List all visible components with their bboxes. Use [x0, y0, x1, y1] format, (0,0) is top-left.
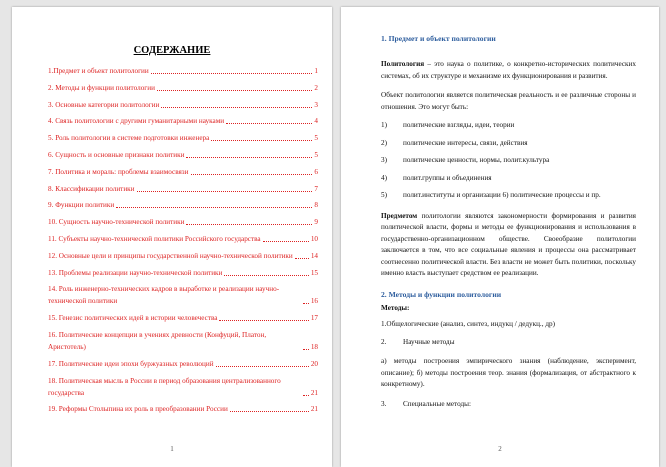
list-text: политические взгляды, идеи, теории — [403, 121, 515, 129]
list-text: полит.группы и объединения — [403, 173, 492, 182]
toc-leader — [303, 303, 309, 304]
toc-entry-text: 10. Сущность научно-технической политики — [48, 218, 185, 227]
toc-entry[interactable] — [48, 267, 318, 279]
paragraph — [381, 59, 636, 82]
toc-page-number: 15 — [310, 268, 318, 277]
toc-entry[interactable] — [48, 115, 318, 127]
toc-entry-text: 7. Политика и мораль: проблемы взаимосвязи — [48, 167, 189, 176]
toc-entry-text: 18. Политическая мысль в России в период образования централизованного государства — [48, 376, 281, 397]
toc-leader — [226, 123, 312, 124]
toc-leader — [211, 140, 312, 141]
toc-entry[interactable] — [48, 166, 318, 178]
toc-title: СОДЕРЖАНИЕ — [133, 45, 211, 56]
toc-entry-text: 17. Политические идеи эпохи буржуазных революций — [48, 359, 214, 368]
toc-entry[interactable] — [48, 199, 318, 211]
bold-term: Предметом — [381, 211, 418, 220]
toc-entry[interactable] — [48, 132, 318, 144]
toc-entry-text: 19. Реформы Столыпина их роль в преобразовании России — [48, 405, 228, 414]
toc-leader — [157, 90, 312, 91]
toc-entry[interactable] — [48, 82, 318, 94]
toc-entry[interactable] — [48, 65, 318, 77]
toc-entry[interactable] — [48, 99, 318, 111]
toc-entry-text: 8. Классификации политики — [48, 184, 135, 193]
section-heading: 1. Предмет и объект политологии — [381, 34, 496, 43]
toc-leader — [216, 366, 309, 367]
toc-entry-text: 15. Генезис политических идей в истории человечества — [48, 314, 218, 323]
list-text: политические интересы, связи, действия — [403, 138, 528, 147]
toc-entry[interactable] — [48, 250, 318, 262]
methods-label: Методы: — [381, 303, 410, 312]
toc-entry-text: 14. Роль инженерно-технических кадров в выработке и реализации научно-технической политики — [48, 285, 280, 306]
toc-leader — [295, 258, 309, 259]
methods-item — [381, 337, 636, 349]
toc-entry-text: 12. Основные цели и принципы государственной научно-технической политики — [48, 251, 293, 260]
list-item — [381, 155, 636, 167]
paragraph: Объект политологии является политическая реальность и ее различные стороны и отношения. Это могут быть: — [381, 91, 636, 111]
toc-page-number: 2 — [314, 83, 318, 92]
list-text: Специальные методы: — [403, 399, 471, 408]
methods-item — [381, 399, 636, 411]
list-item — [381, 138, 636, 150]
list-item — [381, 120, 636, 132]
methods-item: 1.Общелогические (анализ, синтез, индукц / дедукц., др) — [381, 319, 555, 328]
toc-entry-text: 1.Предмет и объект политологии — [48, 67, 149, 75]
toc-leader — [151, 73, 313, 74]
toc-leader — [186, 157, 312, 158]
list-text: Научные методы — [403, 337, 455, 346]
toc-page-number: 9 — [314, 218, 318, 227]
toc-page-number: 6 — [314, 167, 318, 176]
toc-leader — [230, 411, 309, 412]
toc-page-number: 10 — [310, 234, 318, 243]
paragraph — [381, 211, 636, 280]
page-number: 2 — [498, 445, 502, 453]
toc-page-number: 18 — [310, 342, 318, 351]
page-body — [381, 34, 636, 410]
list-text: политические ценности, нормы, полит.культура — [403, 156, 550, 164]
section-heading: 2. Методы и функции политологии — [381, 289, 502, 299]
toc-entry[interactable] — [48, 358, 318, 370]
list-number: 3. — [381, 399, 387, 408]
list-item — [381, 173, 636, 185]
paragraph: а) методы построения эмпирического знания (наблюдение, эксперимент, описание); б) методы построения теор. знания (формализация, от абстрактного к конкретному). — [381, 357, 636, 388]
list-number: 5) — [381, 191, 387, 199]
toc-entry-text: 5. Роль политологии в системе подготовки инженера — [48, 134, 210, 143]
document-page-1 — [12, 7, 332, 467]
toc-page-number: 20 — [310, 359, 318, 368]
toc-entry[interactable] — [48, 329, 318, 353]
toc-entry-text: 13. Проблемы реализации научно-технической политики — [48, 268, 223, 277]
toc-leader — [191, 174, 313, 175]
list-number: 3) — [381, 156, 387, 164]
toc-entry-text: 9. Функции политики — [48, 201, 115, 210]
toc-page-number: 21 — [310, 388, 318, 397]
toc-page-number: 5 — [314, 134, 318, 143]
toc-page-number: 17 — [310, 314, 318, 323]
toc-page-number: 8 — [314, 201, 318, 210]
toc-page-number: 16 — [310, 297, 318, 306]
toc-page-number: 1 — [314, 67, 318, 75]
toc-entry[interactable] — [48, 403, 318, 415]
toc-entry-text: 11. Субъекты научно-технической политики Российского государства — [48, 234, 261, 243]
toc-leader — [219, 320, 308, 321]
toc-entry[interactable] — [48, 216, 318, 228]
table-of-contents — [48, 65, 318, 420]
toc-entry-text: 6. Сущность и основные признаки политики — [48, 150, 185, 159]
toc-page-number: 21 — [310, 405, 318, 414]
toc-entry-text: 2. Методы и функции политологии — [48, 83, 155, 92]
toc-entry[interactable] — [48, 283, 318, 307]
toc-page-number: 4 — [314, 117, 318, 126]
list-number: 2) — [381, 138, 387, 147]
toc-leader — [186, 224, 312, 225]
toc-entry[interactable] — [48, 233, 318, 245]
toc-entry-text: 3. Основные категории политологии — [48, 100, 160, 109]
paragraph-text: – это наука о политике, о конкретно-исторических политических системах, об их структуре и механизме их функционирования и развития. — [381, 60, 636, 80]
list-number: 2. — [381, 337, 387, 346]
toc-entry-text: 4. Связь политологии с другими гуманитарными науками — [48, 117, 225, 126]
bold-term: Политология — [381, 60, 425, 68]
toc-entry[interactable] — [48, 149, 318, 161]
list-number: 1) — [381, 121, 387, 129]
toc-leader — [224, 275, 308, 276]
list-number: 4) — [381, 173, 387, 182]
toc-leader — [263, 241, 309, 242]
toc-leader — [116, 207, 312, 208]
toc-leader — [161, 107, 312, 108]
toc-leader — [303, 349, 309, 350]
toc-entry[interactable] — [48, 183, 318, 195]
toc-leader — [137, 191, 313, 192]
toc-entry[interactable] — [48, 312, 318, 324]
toc-entry-text: 16. Политические концепции в учениях древности (Конфуций, Платон, Аристотель) — [48, 330, 267, 351]
toc-page-number: 5 — [314, 150, 318, 159]
toc-entry[interactable] — [48, 375, 318, 399]
paragraph-text: политологии являются закономерности формирования и развития политической власти, формы и методы ее функционирования и использования в государственно-организационном обществе. Своеобразие политологии заключается в том, что все социальные явления и процессы она рассматривает соотнесенно политической власти. Без власти не может быть политики, поскольку именно власть выступает средством ее реализации. — [381, 211, 636, 277]
list-item — [381, 190, 636, 202]
list-text: полит.институты и организации 6) политические процессы и пр. — [403, 191, 601, 199]
document-page-2 — [341, 7, 659, 467]
toc-page-number: 3 — [314, 100, 318, 109]
toc-page-number: 7 — [314, 184, 318, 193]
page-number: 1 — [170, 445, 174, 453]
toc-page-number: 14 — [310, 251, 318, 260]
toc-leader — [303, 395, 309, 396]
